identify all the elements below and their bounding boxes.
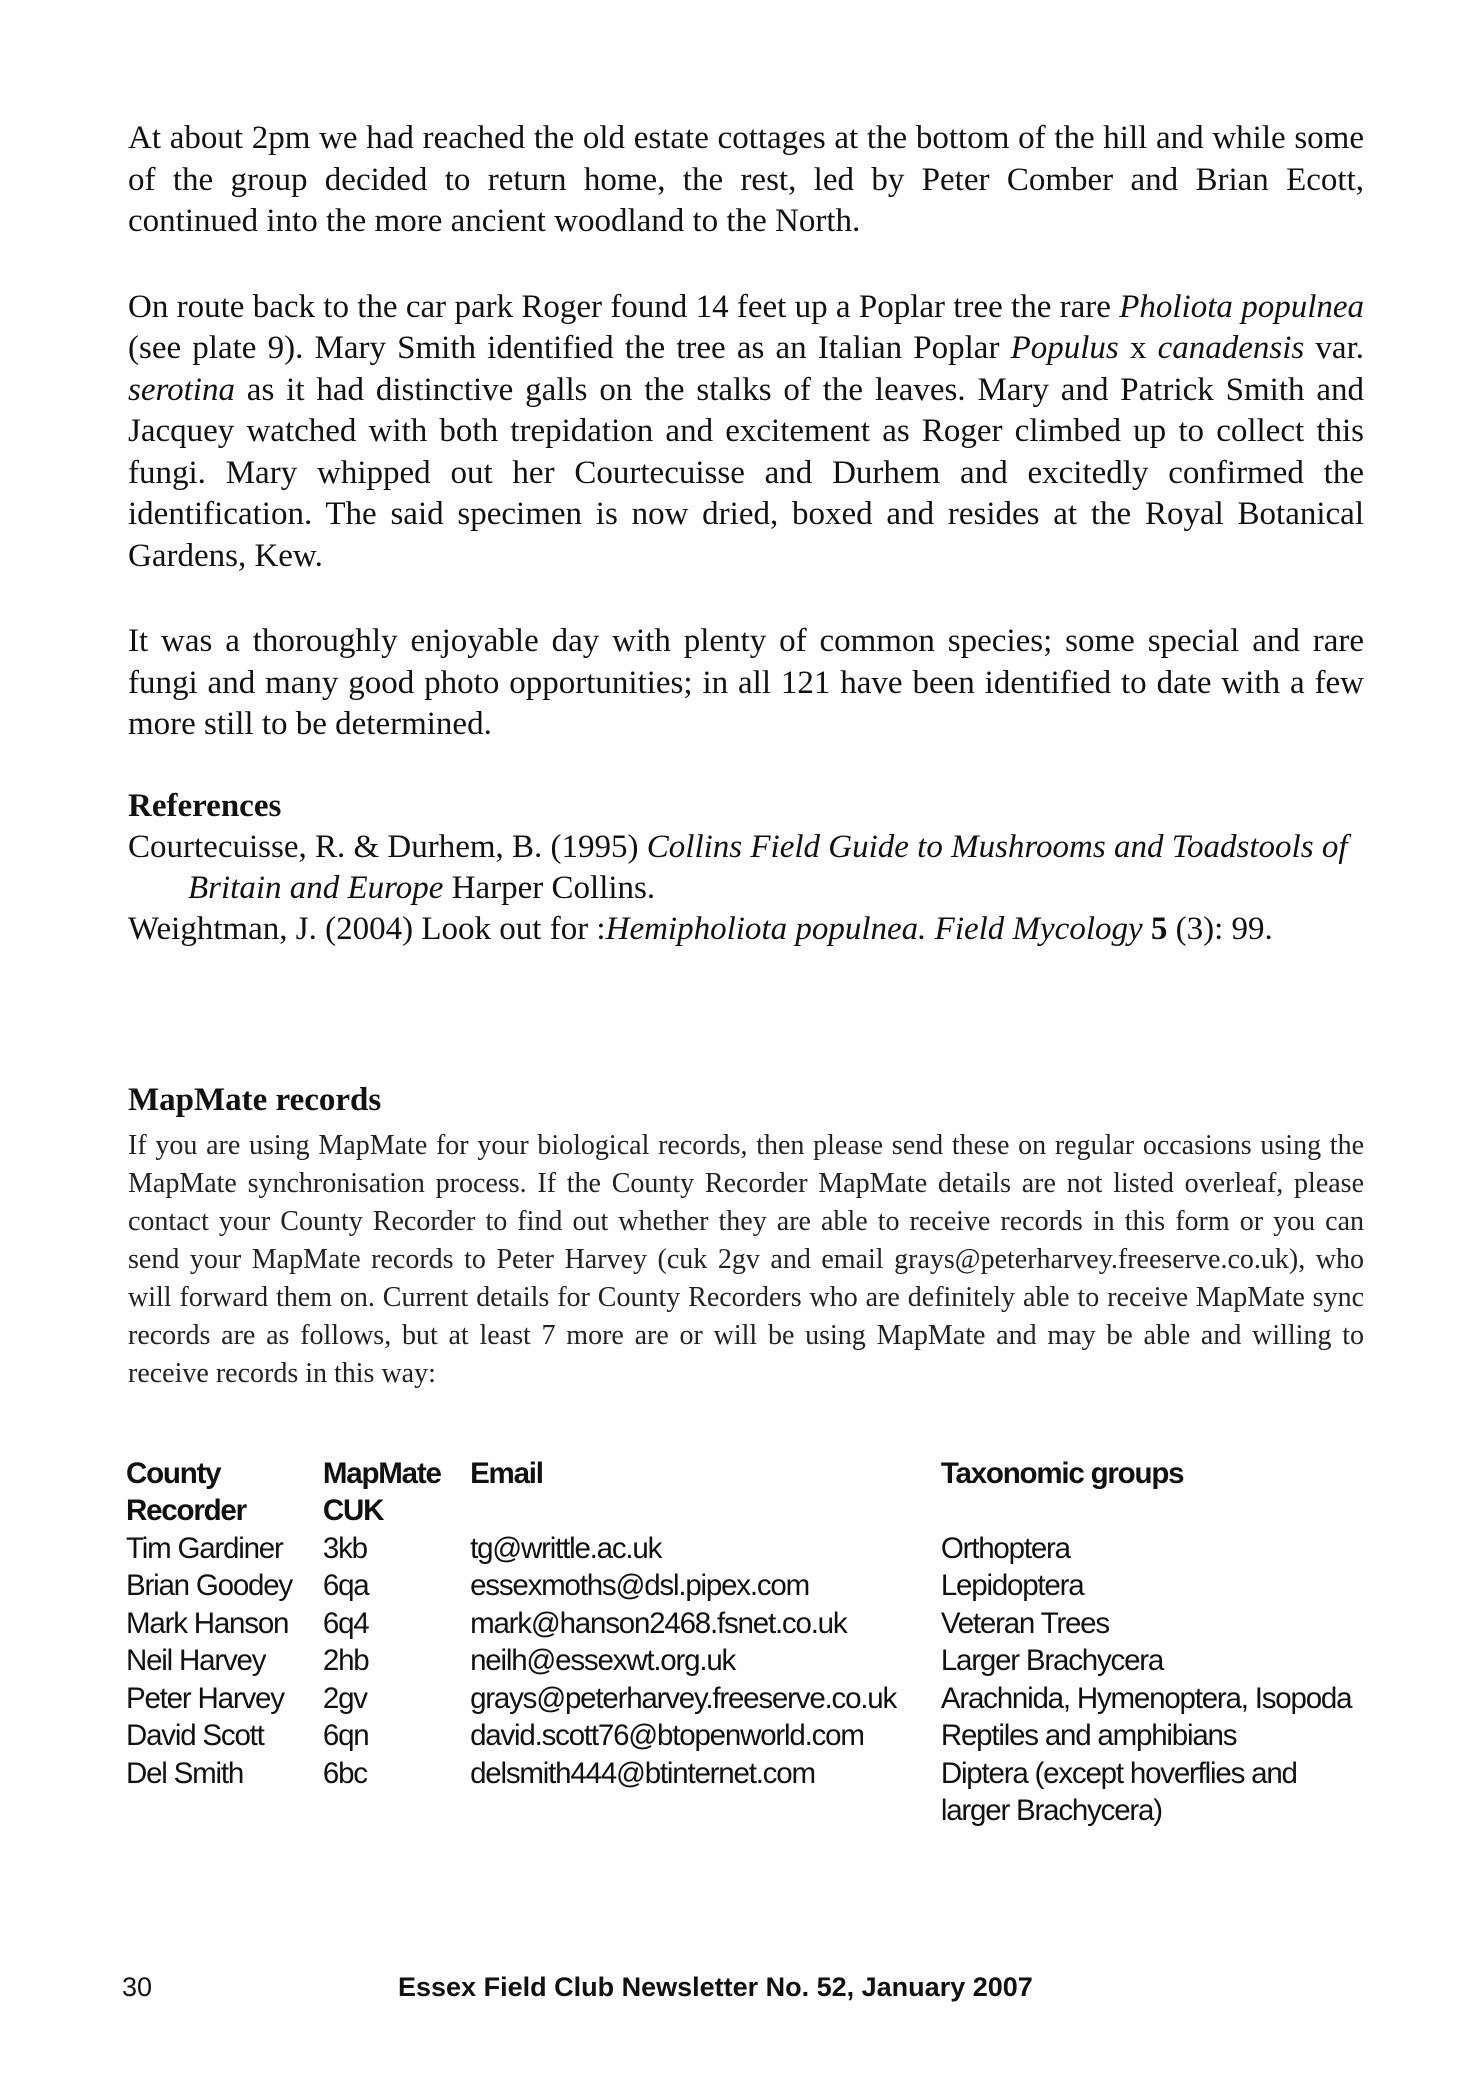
recorder-cuk: 6bc bbox=[322, 1756, 367, 1790]
article-paragraph-3: It was a thoroughly enjoyable day with plenty of common species; some special and rare fungi and many good photo opportunities; in all 121 have been identified to date with a few more still to be determined. bbox=[128, 623, 1364, 742]
recorder-groups: Larger Brachycera bbox=[940, 1644, 1164, 1677]
recorder-email[interactable]: mark@hanson2468.fsnet.co.uk bbox=[470, 1606, 847, 1640]
ref-pages: (3): 99. bbox=[1167, 910, 1273, 947]
column-header-cuk: MapMate CUK bbox=[322, 1456, 441, 1527]
variety-name: serotina bbox=[128, 371, 235, 408]
mapmate-body: If you are using MapMate for your biological records, then please send these on regular occasions using the MapMate synchronisation process. If the County Recorder MapMate details are not listed overleaf, please contact your County Recorder to find out whether they are able to receive records in this form or you can send your MapMate records to Peter Harvey (cuk 2gv and email grays@peterharvey.freeserve.co.uk), who will forward them on. Current details for County Recorders who are definitely able to receive MapMate sync records are as follows, but at least 7 more are or will be using MapMate and may be able and willing to receive records in this way: bbox=[128, 1129, 1364, 1389]
column-header-groups: Taxonomic groups bbox=[940, 1456, 1184, 1490]
recorder-name: Peter Harvey bbox=[126, 1681, 284, 1715]
journal-title: Essex Field Club Newsletter No. 52, January 2007 bbox=[398, 1972, 1033, 2002]
recorder-name: Del Smith bbox=[126, 1756, 244, 1790]
table-row bbox=[126, 1680, 1364, 1718]
genus-name: Populus bbox=[1010, 330, 1119, 366]
recorder-email[interactable]: delsmith444@btinternet.com bbox=[470, 1756, 815, 1790]
recorder-cuk: 6qn bbox=[322, 1719, 369, 1752]
recorder-email[interactable]: tg@writtle.ac.uk bbox=[470, 1531, 662, 1565]
table-row bbox=[126, 1642, 1364, 1680]
ref-volume: 5 bbox=[1142, 910, 1168, 947]
table-row bbox=[126, 1605, 1364, 1643]
page-content bbox=[128, 118, 1364, 1830]
recorder-cuk: 2gv bbox=[322, 1681, 367, 1715]
table-row bbox=[126, 1755, 1364, 1830]
page-number: 30 bbox=[122, 1972, 153, 2002]
mapmate-heading: MapMate records bbox=[128, 1081, 382, 1118]
references-section bbox=[128, 786, 1364, 950]
recorder-groups: Arachnida, Hymenoptera, Isopoda bbox=[940, 1681, 1352, 1715]
recorder-name: Mark Hanson bbox=[126, 1606, 289, 1640]
references-heading: References bbox=[128, 787, 282, 824]
text-segment: var. bbox=[1304, 330, 1364, 366]
recorder-name: David Scott bbox=[126, 1719, 264, 1752]
article-paragraph-2 bbox=[128, 287, 1364, 578]
recorder-groups: Lepidoptera bbox=[940, 1569, 1084, 1602]
recorder-groups: Veteran Trees bbox=[940, 1606, 1109, 1640]
recorder-groups: Reptiles and amphibians bbox=[940, 1719, 1237, 1752]
ref-title: Hemipholiota populnea. Field Mycology bbox=[605, 910, 1143, 947]
text-segment: x bbox=[1118, 330, 1158, 366]
table-row bbox=[126, 1530, 1364, 1568]
ref-title: Collins Field Guide to Mushrooms and Toadstools of Britain and Europe bbox=[188, 828, 1348, 906]
recorder-email[interactable]: essexmoths@dsl.pipex.com bbox=[470, 1569, 809, 1602]
text-segment: (see plate 9). Mary Smith identified the tree as an Italian Poplar bbox=[128, 330, 1011, 366]
reference-1 bbox=[128, 827, 1364, 909]
recorder-email[interactable]: grays@peterharvey.freeserve.co.uk bbox=[470, 1681, 897, 1715]
recorder-name: Neil Harvey bbox=[126, 1644, 266, 1677]
recorder-table bbox=[126, 1455, 1364, 1830]
recorder-name: Tim Gardiner bbox=[126, 1531, 283, 1565]
recorder-name: Brian Goodey bbox=[126, 1569, 292, 1602]
text-segment: On route back to the car park Roger found 14 feet up a Poplar tree the rare bbox=[128, 288, 1120, 325]
reference-2 bbox=[128, 909, 1364, 950]
table-row bbox=[126, 1567, 1364, 1605]
recorder-email[interactable]: neilh@essexwt.org.uk bbox=[470, 1644, 736, 1677]
column-header-email: Email bbox=[470, 1456, 543, 1490]
table-header-row bbox=[126, 1455, 1364, 1530]
species-name: Pholiota populnea bbox=[1119, 288, 1365, 325]
recorder-groups: Diptera (except hoverflies and larger Brachycera) bbox=[940, 1756, 1297, 1827]
table-row bbox=[126, 1717, 1364, 1755]
recorder-cuk: 6qa bbox=[322, 1569, 369, 1602]
ref-publisher: Harper Collins. bbox=[443, 869, 656, 906]
recorder-cuk: 6q4 bbox=[322, 1606, 369, 1640]
recorder-cuk: 2hb bbox=[322, 1644, 369, 1677]
column-header-recorder: County Recorder bbox=[126, 1456, 246, 1527]
recorder-cuk: 3kb bbox=[322, 1531, 367, 1565]
recorder-email[interactable]: david.scott76@btopenworld.com bbox=[470, 1719, 864, 1752]
mapmate-section bbox=[128, 1080, 1364, 1830]
article-paragraph-1: At about 2pm we had reached the old estate cottages at the bottom of the hill and while some of the group decided to return home, the rest, led by Peter Comber and Brian Ecott, continued into the more ancient woodland to the North. bbox=[128, 120, 1364, 239]
recorder-groups: Orthoptera bbox=[940, 1531, 1070, 1565]
text-segment: as it had distinctive galls on the stalks of the leaves. Mary and Patrick Smith and Jacquey watched with both trepidation and excitement as Roger climbed up to collect this fungi. Mary whipped out her Courtecuisse and Durhem and excitedly confirmed the identification. The said specimen is now dried, boxed and resides at the Royal Botanical Gardens, Kew. bbox=[128, 371, 1364, 574]
species-epithet: canadensis bbox=[1157, 330, 1305, 366]
ref-authors: Weightman, J. (2004) Look out for : bbox=[128, 910, 606, 947]
ref-authors: Courtecuisse, R. & Durhem, B. (1995) bbox=[128, 828, 647, 865]
